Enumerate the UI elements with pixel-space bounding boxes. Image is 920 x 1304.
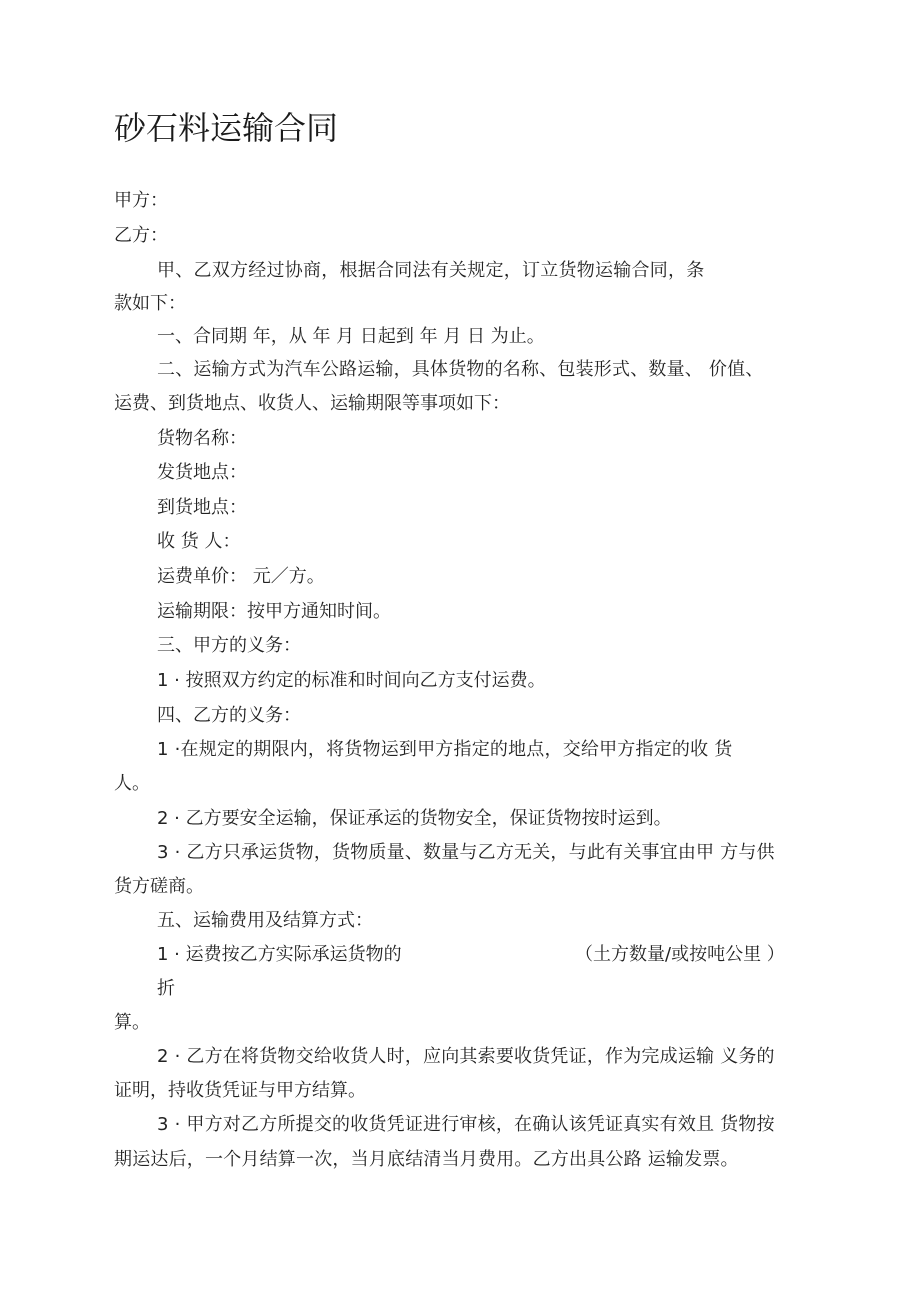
document-title: 砂石料运输合同 — [114, 109, 339, 147]
settlement-1-line-1: 1 · 运费按乙方实际承运货物的 — [157, 944, 402, 965]
party-a-duty-1: 1 · 按照双方约定的标准和时间向乙方支付运费。 — [157, 670, 546, 691]
settlement-1-line-2: 折 — [157, 978, 175, 999]
transport-period-field: 运输期限：按甲方通知时间。 — [157, 601, 391, 622]
clause-2-line-2: 运费、到货地点、收货人、运输期限等事项如下： — [114, 393, 510, 414]
party-b-duty-3-line-1: 3 · 乙方只承运货物，货物质量、数量与乙方无关，与此有关事宜由甲 方与供 — [157, 842, 775, 863]
freight-price-field: 运费单价： 元／方。 — [157, 566, 325, 587]
clause-1-term: 一、合同期 年，从 年 月 日起到 年 月 日 为止。 — [157, 326, 545, 347]
party-b-line: 乙方： — [114, 225, 168, 246]
consignee-field: 收 货 人： — [157, 531, 241, 552]
section-3-heading: 三、甲方的义务： — [157, 635, 301, 656]
preamble-line-2: 款如下： — [114, 293, 186, 314]
party-b-duty-1-line-1: 1 ·在规定的期限内，将货物运到甲方指定的地点，交给甲方指定的收 货 — [157, 739, 733, 760]
preamble-line-1: 甲、乙双方经过协商，根据合同法有关规定，订立货物运输合同，条 — [157, 260, 705, 281]
party-b-duty-2: 2 · 乙方要安全运输，保证承运的货物安全，保证货物按时运到。 — [157, 808, 672, 829]
party-b-duty-3-line-2: 货方磋商。 — [114, 876, 204, 897]
clause-2-line-1: 二、运输方式为汽车公路运输，具体货物的名称、包装形式、数量、 价值、 — [157, 359, 764, 380]
settlement-3-line-1: 3 · 甲方对乙方所提交的收货凭证进行审核，在确认该凭证真实有效且 货物按 — [157, 1114, 775, 1135]
settlement-2-line-2: 证明，持收货凭证与甲方结算。 — [114, 1080, 366, 1101]
arrival-place-field: 到货地点： — [157, 497, 247, 518]
party-a-line: 甲方： — [114, 190, 168, 211]
goods-name-field: 货物名称： — [157, 428, 247, 449]
section-4-heading: 四、乙方的义务： — [157, 705, 301, 726]
party-b-duty-1-line-2: 人。 — [114, 773, 150, 794]
settlement-2-line-1: 2 · 乙方在将货物交给收货人时，应向其索要收货凭证，作为完成运输 义务的 — [157, 1046, 775, 1067]
shipping-place-field: 发货地点： — [157, 462, 247, 483]
settlement-1-line-3: 算。 — [114, 1012, 150, 1033]
section-5-heading: 五、运输费用及结算方式： — [157, 910, 373, 931]
settlement-1-unit-note: （土方数量/或按吨公里 ） — [575, 944, 785, 965]
settlement-3-line-2: 期运达后，一个月结算一次，当月底结清当月费用。乙方出具公路 运输发票。 — [114, 1149, 739, 1170]
